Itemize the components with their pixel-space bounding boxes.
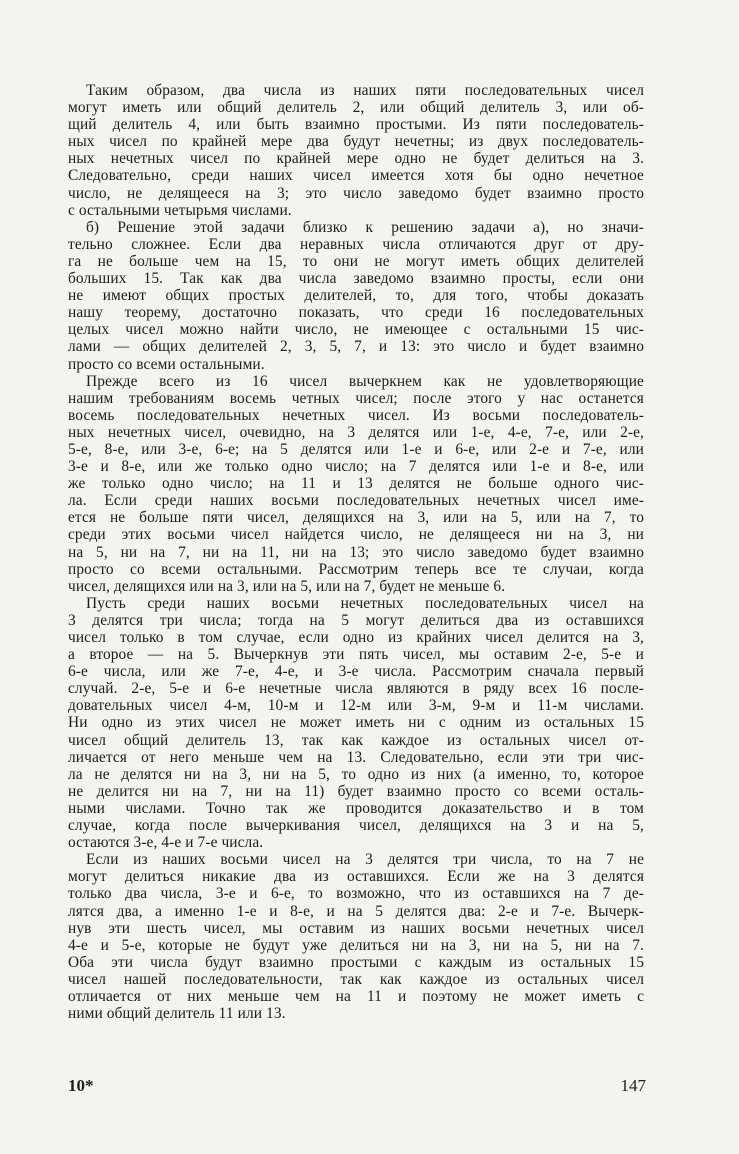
body-text <box>68 82 644 1022</box>
text-line: ла не делятся ни на 3, ни на 5, то одно из них (а именно, то, которое <box>68 765 644 783</box>
text-line: Прежде всего из 16 чисел вычеркнем как не удовлетворяющие <box>86 372 644 390</box>
paragraph <box>68 82 644 219</box>
text-line: не имеют общих простых делителей, то, для того, чтобы доказать <box>68 287 644 305</box>
text-line: не делится ни на 7, ни на 11) будет взаимно просто со всеми осталь- <box>68 782 644 800</box>
text-line: нашу теорему, достаточно показать, что среди 16 последовательных <box>68 304 644 322</box>
text-line: га не больше чем на 15, то они не могут иметь общих делителей <box>68 252 644 270</box>
text-line: Ни одно из этих чисел не может иметь ни с одним из остальных 15 <box>68 714 644 732</box>
paragraph <box>68 595 644 851</box>
text-line: Пусть среди наших восьми нечетных последовательных чисел на <box>86 594 644 612</box>
text-line: Если из наших восьми чисел на 3 делятся три числа, то на 7 не <box>86 851 644 869</box>
text-line: ных нечетных чисел по крайней мере одно не будет делиться на 3. <box>68 150 644 168</box>
text-line: чисел, делящихся или на 3, или на 5, или на 7, будет не меньше 6. <box>68 577 506 595</box>
text-line: могут делиться никакие два из оставшихся. Если же на 3 делятся <box>68 868 644 886</box>
text-line: ними общий делитель 11 или 13. <box>68 1005 286 1023</box>
text-line: случай. 2-е, 5-е и 6-е нечетные числа являются в ряду всех 16 после- <box>68 680 644 698</box>
text-line: остаются 3-е, 4-е и 7-е числа. <box>68 834 264 852</box>
text-line: восемь последовательных нечетных чисел. Из восьми последователь- <box>68 406 644 424</box>
text-line: ными числами. Точно так же проводится доказательство и в том <box>68 799 644 817</box>
paragraph <box>68 373 644 595</box>
signature-mark: 10* <box>68 1076 94 1095</box>
text-line: больших 15. Так как два числа заведомо взаимно просты, если они <box>68 270 644 288</box>
text-line: просто со всеми остальными. Рассмотрим теперь все те случаи, когда <box>68 560 644 578</box>
text-line: на 5, ни на 7, ни на 11, ни на 13; это число заведомо будет взаимно <box>68 543 644 561</box>
text-line: чисел общий делитель 13, так как каждое из остальных чисел от- <box>68 731 644 749</box>
text-line: среди этих восьми чисел найдется число, не делящееся ни на 3, ни <box>68 526 644 544</box>
text-line: отличается от них меньше чем на 11 и поэтому не может иметь с <box>68 987 644 1005</box>
text-line: лами — общих делителей 2, 3, 5, 7, и 13: это число и будет взаимно <box>68 338 644 356</box>
text-line: случае, когда после вычеркивания чисел, делящихся на 3 и на 5, <box>68 817 644 835</box>
text-line: ных нечетных чисел, очевидно, на 3 делятся или 1-е, 4-е, 7-е, или 2-е, <box>68 423 644 441</box>
text-line: могут иметь или общий делитель 2, или общий делитель 3, или об- <box>68 99 644 117</box>
paragraph <box>68 219 644 373</box>
text-line: довательных чисел 4-м, 10-м и 12-м или 3-м, 9-м и 11-м числами. <box>68 697 644 715</box>
text-line: же только одно число; на 11 и 13 делятся не больше одного чис- <box>68 475 644 493</box>
text-line: только два числа, 3-е и 6-е, то возможно, что из оставшихся на 7 де- <box>68 885 644 903</box>
text-line: нув эти шесть чисел, мы оставим из наших восьми нечетных чисел <box>68 919 644 937</box>
text-line: личается от него меньше чем на 13. Следовательно, если эти три чис- <box>68 748 644 766</box>
text-line: чисел нашей последовательности, так как каждое из остальных чисел <box>68 970 644 988</box>
text-line: ла. Если среди наших восьми последовательных нечетных чисел име- <box>68 492 644 510</box>
text-line: просто со всеми остальными. <box>68 355 265 373</box>
paragraph <box>68 851 644 1022</box>
text-line: б) Решение этой задачи близко к решению задачи а), но значи- <box>86 218 644 236</box>
text-line: а второе — на 5. Вычеркнув эти пять чисел, мы оставим 2-е, 5-е и <box>68 646 644 664</box>
text-line: Таким образом, два числа из наших пяти последовательных чисел <box>86 82 644 99</box>
text-line: целых чисел можно найти число, не имеющее с остальными 15 чис- <box>68 321 644 339</box>
text-line: нашим требованиям восемь четных чисел; после этого у нас останется <box>68 389 644 407</box>
text-line: Оба эти числа будут взаимно простыми с каждым из остальных 15 <box>68 953 644 971</box>
text-line: 5-е, 8-е, или 3-е, 6-е; на 5 делятся или 1-е и 6-е, или 2-е и 7-е, или <box>68 440 644 458</box>
text-line: 4-е и 5-е, которые не будут уже делиться ни на 3, ни на 5, ни на 7. <box>68 936 644 954</box>
text-line: 6-е числа, или же 7-е, 4-е, и 3-е числа. Рассмотрим сначала первый <box>68 663 644 681</box>
text-line: чисел только в том случае, если одно из крайних чисел делится на 3, <box>68 629 644 646</box>
text-line: щий делитель 4, или быть взаимно простыми. Из пяти последователь- <box>68 116 644 134</box>
text-line: лятся два, а именно 1-е и 8-е, и на 5 делятся два: 2-е и 7-е. Вычерк- <box>68 902 644 920</box>
text-line: 3-е и 8-е, или же только одно число; на 7 делятся или 1-е и 8-е, или <box>68 458 644 476</box>
text-line: число, не делящееся на 3; это число заведомо будет взаимно просто <box>68 184 644 202</box>
text-line: с остальными четырьмя числами. <box>68 201 292 219</box>
page-number: 147 <box>620 1076 646 1095</box>
text-line: ных чисел по крайней мере два будут нечетны; из двух последователь- <box>68 133 644 151</box>
text-line: Следовательно, среди наших чисел имеется хотя бы одно нечетное <box>68 167 644 185</box>
text-line: тельно сложнее. Если два неравных числа отличаются друг от дру- <box>68 235 644 253</box>
text-line: 3 делятся три числа; тогда на 5 могут делиться два из оставшихся <box>68 611 644 629</box>
text-line: ется не больше пяти чисел, делящихся на 3, или на 5, или на 7, то <box>68 509 644 527</box>
